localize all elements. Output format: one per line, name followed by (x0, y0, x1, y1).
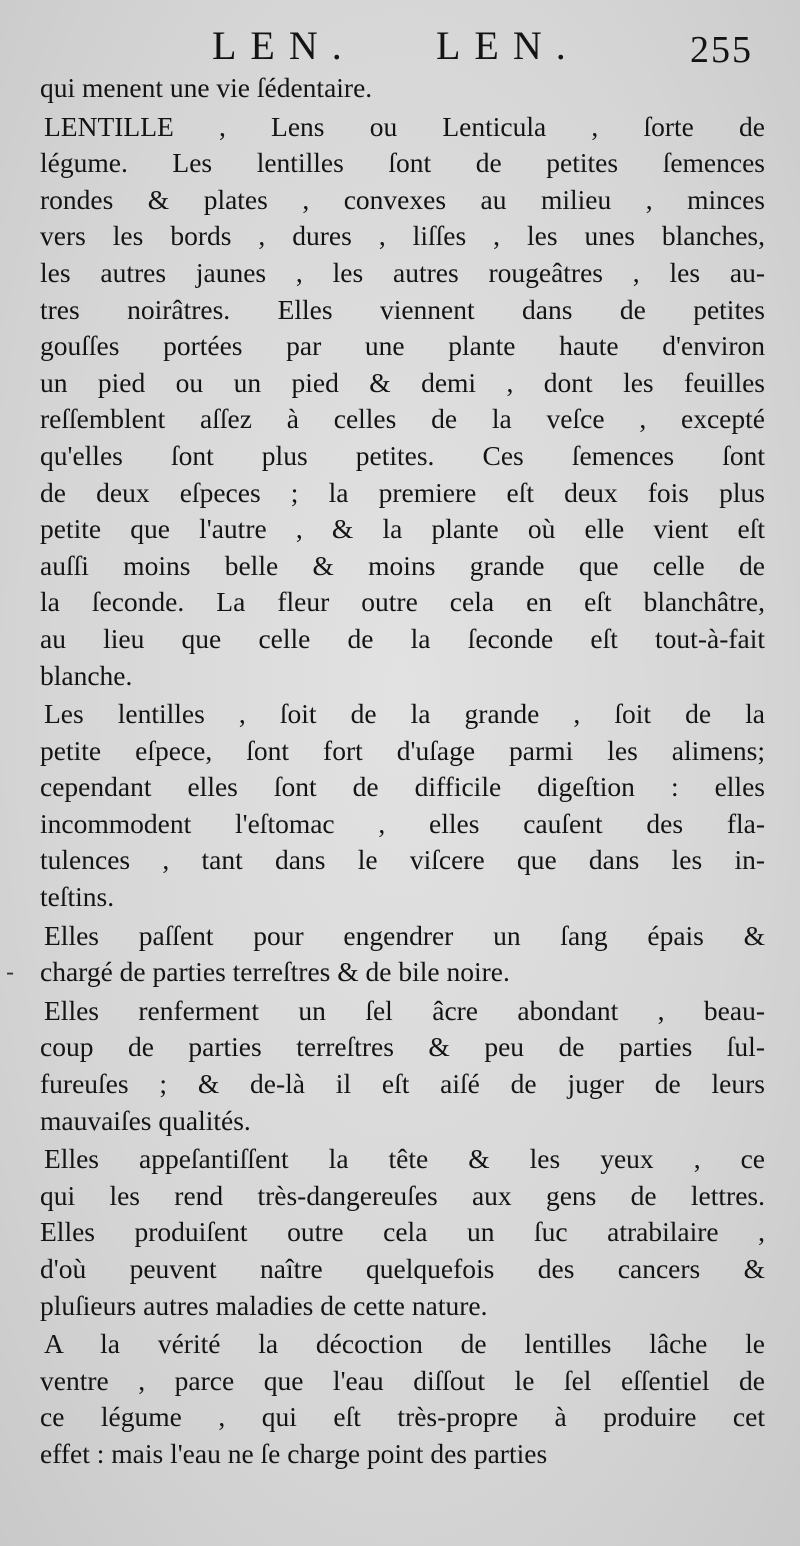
text-line: LENTILLE , Lens ou Lenticula , ſorte de (44, 110, 765, 142)
text-line: qui menent une vie ſédentaire. (40, 72, 373, 103)
text-line: Elles produiſent outre cela un ſuc atrabilaire , (40, 1216, 765, 1248)
text-line: tres noirâtres. Elles viennent dans de petites (40, 293, 765, 325)
text-line: qu'elles ſont plus petites. Ces ſemences ſont (40, 439, 765, 471)
text-line: ventre , parce que l'eau diſſout le ſel eſſentiel de (40, 1364, 765, 1396)
text-line: A la vérité la décoction de lentilles lâche le (44, 1328, 765, 1360)
text-line: petite que l'autre , & la plante où elle vient eſt (40, 513, 765, 545)
text-line: Elles renferment un ſel âcre abondant , beau- (44, 994, 765, 1026)
running-head-left: LEN. (212, 23, 356, 68)
text-line: mauvaiſes qualités. (40, 1104, 251, 1136)
text-line: incommodent l'eſtomac , elles cauſent des fla- (40, 807, 765, 839)
paragraph (40, 918, 765, 991)
text-line: cependant elles ſont de difficile digeſtion : elles (40, 771, 765, 803)
text-line: teſtins. (40, 881, 115, 913)
running-head-right: LEN. (436, 23, 580, 68)
text-line: effet : mais l'eau ne ſe charge point des parties (40, 1437, 548, 1469)
text-line: chargé de parties terreſtres & de bile noire. (40, 956, 510, 988)
text-line: la ſeconde. La fleur outre cela en eſt blanchâtre, (40, 586, 765, 618)
text-line: qui les rend très-dangereuſes aux gens de lettres. (40, 1179, 765, 1211)
text-line: rondes & plates , convexes au milieu , minces (40, 183, 765, 215)
text-line: les autres jaunes , les autres rougeâtres , les au- (40, 256, 765, 288)
text-line: d'où peuvent naître quelquefois des cancers & (40, 1253, 765, 1284)
page-number: 255 (690, 29, 753, 71)
body-text (40, 70, 765, 1475)
text-line: tulences , tant dans le viſcere que dans les in- (40, 844, 765, 876)
text-line: Elles appeſantiſſent la tête & les yeux , ce (44, 1143, 765, 1175)
text-line: Elles paſſent pour engendrer un ſang épais & (44, 919, 765, 951)
text-line: fureuſes ; & de-là il eſt aiſé de juger de leurs (40, 1068, 765, 1100)
paragraph (40, 993, 765, 1139)
text-line: gouſſes portées par une plante haute d'environ (40, 330, 765, 362)
text-line: de deux eſpeces ; la premiere eſt deux fois plus (40, 476, 765, 508)
paragraph (40, 70, 765, 107)
text-line: petite eſpece, ſont fort d'uſage parmi les alimens; (40, 734, 765, 766)
paragraph (40, 1141, 765, 1324)
text-line: au lieu que celle de la ſeconde eſt tout-à-fait (40, 622, 765, 654)
paragraph (40, 1326, 765, 1472)
text-line: auſſi moins belle & moins grande que celle de (40, 549, 765, 581)
text-line: pluſieurs autres maladies de cette nature. (40, 1289, 488, 1321)
text-line: reſſemblent aſſez à celles de la veſce , excepté (40, 403, 765, 435)
paragraph (40, 696, 765, 916)
text-line: vers les bords , dures , liſſes , les unes blanches, (40, 220, 765, 252)
paragraph (40, 109, 765, 695)
text-line: légume. Les lentilles ſont de petites ſemences (40, 147, 765, 179)
text-line: Les lentilles , ſoit de la grande , ſoit de la (44, 698, 765, 730)
text-line: ce légume , qui eſt très-propre à produire cet (40, 1401, 765, 1433)
text-line: un pied ou un pied & demi , dont les feuilles (40, 366, 765, 398)
text-line: blanche. (40, 659, 133, 691)
margin-mark: - (6, 958, 15, 986)
text-line: coup de parties terreſtres & peu de parties ſul- (40, 1031, 765, 1063)
